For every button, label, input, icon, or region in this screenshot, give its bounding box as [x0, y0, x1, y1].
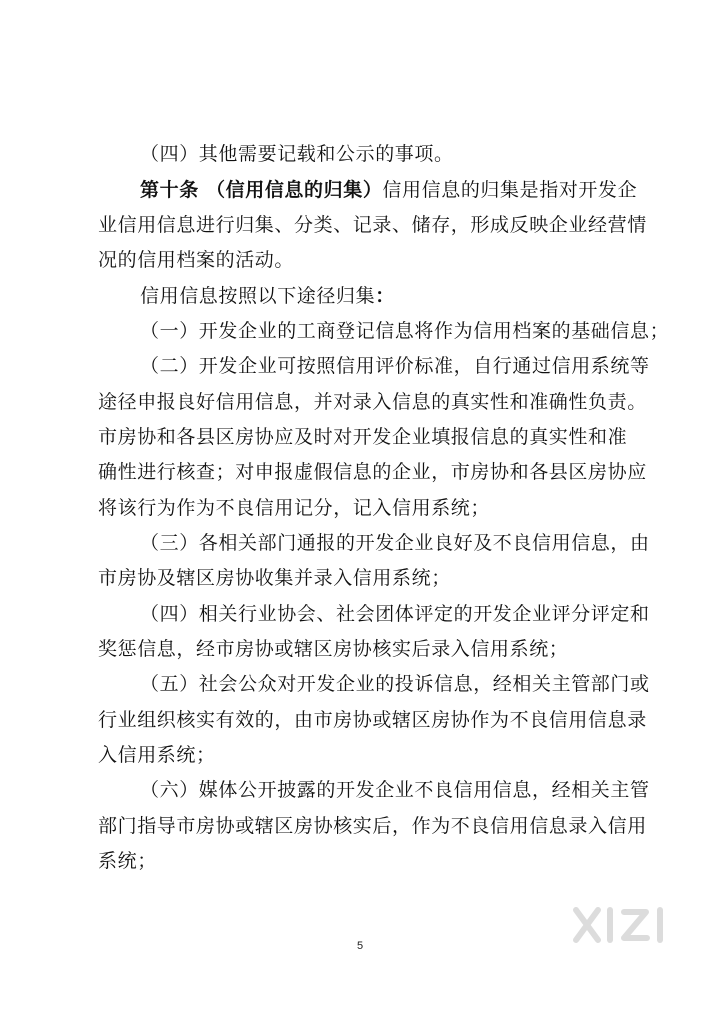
line-text: 况的信用档案的活动。 — [98, 249, 295, 271]
line-text: （四）相关行业协会、社会团体评定的开发企业评分评定和 — [140, 603, 650, 625]
line-text: 市房协及辖区房协收集并录入信用系统； — [98, 567, 451, 589]
paragraph-line-3 — [98, 213, 647, 237]
paragraph-line-12 — [140, 531, 650, 555]
paragraph-line-10 — [98, 460, 647, 484]
paragraph-line-6 — [140, 319, 669, 343]
paragraph-line-4 — [98, 248, 294, 272]
line-bold-tail: ： — [375, 285, 395, 307]
line-text: （三）各相关部门通报的开发企业良好及不良信用信息，由 — [140, 532, 650, 554]
paragraph-line-14 — [140, 602, 650, 626]
line-text: 将该行为作为不良信用记分，记入信用系统； — [98, 497, 491, 519]
article-title: 第十条 （信用信息的归集） — [140, 179, 383, 201]
line-text: （二）开发企业可按照信用评价标准，自行通过信用系统等 — [140, 355, 650, 377]
line-text: 业信用信息进行归集、分类、记录、储存，形成反映企业经营情 — [98, 214, 647, 236]
paragraph-line-17 — [98, 708, 647, 732]
line-text: （五）社会公众对开发企业的投诉信息，经相关主管部门或 — [140, 673, 650, 695]
line-text: 市房协和各县区房协应及时对开发企业填报信息的真实性和准 — [98, 426, 628, 448]
line-text: 奖惩信息，经市房协或辖区房协核实后录入信用系统； — [98, 638, 569, 660]
paragraph-line-20 — [98, 814, 647, 838]
paragraph-line-1 — [140, 142, 454, 166]
line-text: 信用信息按照以下途径归集 — [140, 285, 376, 307]
line-text: （一）开发企业的工商登记信息将作为信用档案的基础信息； — [140, 320, 670, 342]
paragraph-line-5 — [140, 284, 395, 308]
line-text: 信用信息的归集是指对开发企 — [382, 179, 638, 201]
article-heading-line — [140, 178, 637, 202]
line-text: 入信用系统； — [98, 744, 216, 766]
paragraph-line-7 — [140, 354, 650, 378]
line-text: （四）其他需要记载和公示的事项。 — [140, 143, 454, 165]
paragraph-line-19 — [140, 778, 650, 802]
paragraph-line-13 — [98, 566, 451, 590]
paragraph-line-8 — [98, 390, 647, 414]
paragraph-line-18 — [98, 743, 216, 767]
xizi-watermark-logo — [570, 902, 690, 948]
line-text: （六）媒体公开披露的开发企业不良信用信息，经相关主管 — [140, 779, 650, 801]
line-text: 途径申报良好信用信息，并对录入信息的真实性和准确性负责。 — [98, 391, 647, 413]
paragraph-line-9 — [98, 425, 627, 449]
line-text: 确性进行核查；对申报虚假信息的企业，市房协和各县区房协应 — [98, 461, 647, 483]
line-text: 系统； — [98, 850, 157, 872]
page-number: 5 — [356, 940, 364, 952]
line-text: 行业组织核实有效的，由市房协或辖区房协作为不良信用信息录 — [98, 709, 647, 731]
paragraph-line-15 — [98, 637, 568, 661]
paragraph-line-16 — [140, 672, 650, 696]
line-text: 部门指导市房协或辖区房协核实后，作为不良信用信息录入信用 — [98, 815, 647, 837]
paragraph-line-11 — [98, 496, 490, 520]
paragraph-line-21 — [98, 849, 157, 873]
